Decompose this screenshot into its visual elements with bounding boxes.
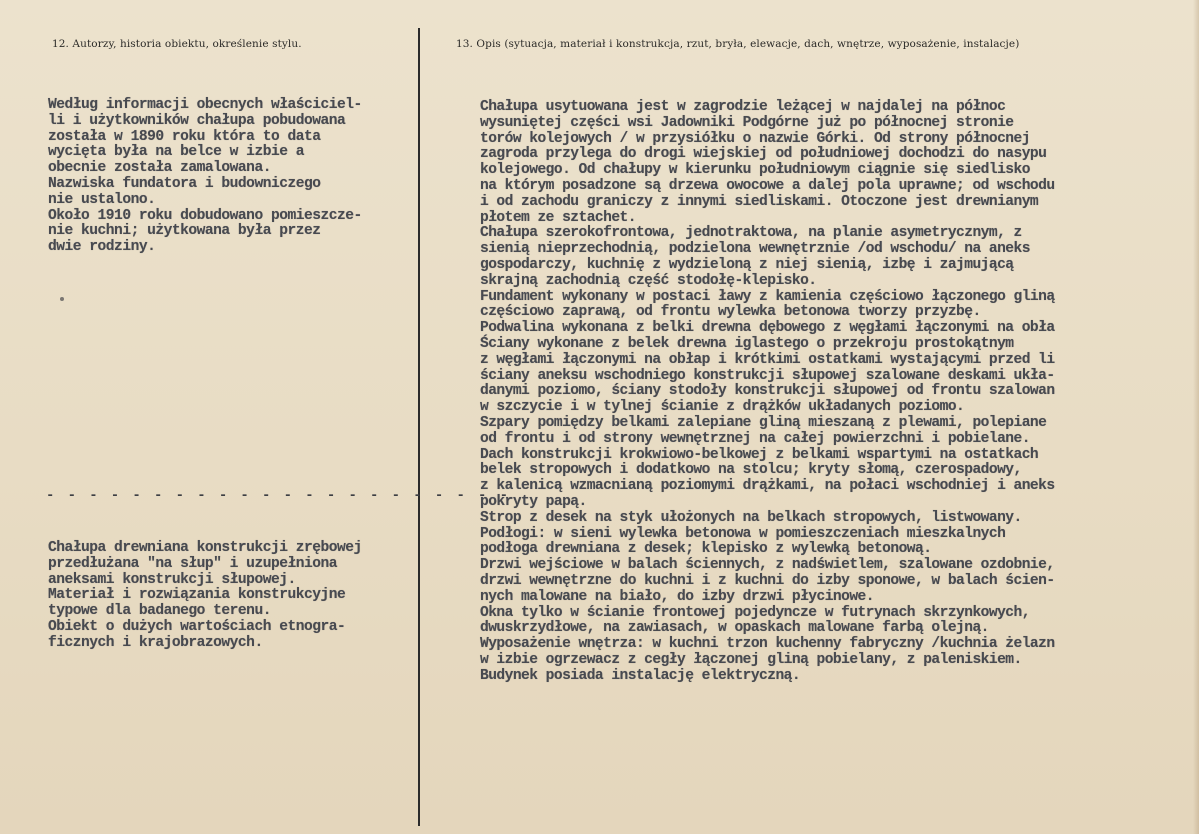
description-line: w izbie ogrzewacz z cegły łączonej gliną pobielany, z paleniskiem. — [480, 651, 1022, 668]
history-line: nie ustalono. — [48, 191, 156, 208]
description-line: Okna tylko w ścianie frontowej pojedyncze w futrynach skrzynkowych, — [480, 604, 1030, 621]
description-line: Podłogi: w sieni wylewka betonowa w pomieszczeniach mieszkalnych — [480, 525, 1006, 542]
description-line: podłoga drewniana z desek; klepisko z wylewką betonową. — [480, 541, 932, 558]
construction-style-text — [48, 541, 362, 652]
history-line: Około 1910 roku dobudowano pomieszcze- — [48, 207, 362, 224]
description-line: i od zachodu graniczy z innymi siedliskami. Otoczone jest drewnianym — [480, 193, 1039, 210]
history-line: nie kuchni; użytkowana była przez — [48, 223, 321, 240]
construction-line: przedłużana "na słup" i uzupełniona — [48, 555, 338, 572]
description-line: z węgłami łączonymi na obłap i krótkimi ostatkami wystającymi przed li — [480, 351, 1055, 368]
description-line: Strop z desek na styk ułożonych na belkach stropowych, listwowany. — [480, 509, 1022, 526]
paper-edge — [1193, 0, 1199, 834]
description-line: od frontu i od strony wewnętrznej na całej powierzchni i pobielane. — [480, 430, 1030, 447]
description-line: Wyposażenie wnętrza: w kuchni trzon kuchenny fabryczny /kuchnia żelazn — [480, 636, 1055, 653]
description-line: drzwi wewnętrzne do kuchni i z kuchni do izby sponowe, w balach ścien- — [480, 572, 1055, 589]
description-line: gospodarczy, kuchnię z wydzieloną z niej sienią, izbę i zajmującą — [480, 256, 1014, 273]
description-line: Fundament wykonany w postaci ławy z kamienia częściowo łączonego gliną — [480, 288, 1055, 305]
description-line: Dach konstrukcji krokwiowo-belkowej z belkami wspartymi na ostatkach — [480, 446, 1039, 463]
column-divider — [418, 28, 420, 826]
description-line: nych malowane na biało, do izby drzwi płycinowe. — [480, 588, 874, 605]
description-line: belek stropowych i dodatkowo na stolcu; kryty słomą, czerospadowy, — [480, 462, 1022, 479]
description-line: Budynek posiada instalację elektryczną. — [480, 667, 801, 684]
section-13-header: 13. Opis (sytuacja, materiał i konstrukcja, rzut, bryła, elewacje, dach, wnętrze, wyposażenie, instalacje) — [456, 38, 1020, 50]
description-line: Drzwi wejściowe w balach ściennych, z nadświetlem, szalowane ozdobnie, — [480, 557, 1055, 574]
description-line: Ściany wykonane z belek drewna iglastego o przekroju prostokątnym — [480, 335, 1014, 352]
description-line: dwuskrzydłowe, na zawiasach, w opaskach malowane farbą olejną. — [480, 620, 989, 637]
description-line: zagroda przylega do drogi wiejskiej od południowej dochodzi do nasypu — [480, 146, 1047, 163]
history-line: dwie rodziny. — [48, 239, 156, 256]
description-line: pokryty papą. — [480, 493, 587, 510]
description-line: danymi poziomo, ściany stodoły konstrukcji słupowej od frontu szalowan — [480, 383, 1055, 400]
dashed-separator: - - - - - - - - - - - - - - - - - - - - - - — [46, 488, 511, 504]
description-line: kolejowego. Od chałupy w kierunku południowym ciągnie się siedlisko — [480, 162, 1030, 179]
history-line: obecnie została zamalowana. — [48, 160, 271, 177]
construction-line: aneksami konstrukcji słupowej. — [48, 571, 296, 588]
description-line: w szczycie i w tylnej ścianie z drążków układanych poziomo. — [480, 399, 965, 416]
construction-line: Chałupa drewniana konstrukcji zrębowej — [48, 540, 362, 556]
history-line: została w 1890 roku która to data — [48, 128, 321, 145]
description-line: Podwalina wykonana z belki drewna dębowego z węgłami łączonymi na obła — [480, 320, 1055, 337]
description-line: z kalenicą wzmacnianą poziomymi drążkami, na połaci wschodniej i aneks — [480, 478, 1055, 495]
description-line: Szpary pomiędzy belkami zalepiane gliną mieszaną z plewami, polepiane — [480, 414, 1047, 431]
construction-line: Materiał i rozwiązania konstrukcyjne — [48, 587, 346, 604]
description-line: częściowo zaprawą, od frontu wylewka betonowa tworzy przyzbę. — [480, 304, 981, 321]
description-line: ściany aneksu wschodniego konstrukcji słupowej szalowane deskami ukła- — [480, 367, 1055, 384]
history-line: Według informacji obecnych właściciel- — [48, 97, 362, 113]
description-line: płotem ze sztachet. — [480, 209, 636, 226]
description-line: sienią nieprzechodnią, podzielona wewnętrznie /od wschodu/ na aneks — [480, 241, 1030, 258]
ink-dot — [60, 297, 64, 301]
construction-line: ficznych i krajobrazowych. — [48, 634, 263, 651]
history-text — [48, 98, 362, 256]
construction-line: typowe dla badanego terenu. — [48, 603, 271, 620]
history-line: li i użytkowników chałupa pobudowana — [48, 112, 346, 129]
description-line: wysuniętej części wsi Jadowniki Podgórne już po północnej stronie — [480, 114, 1014, 131]
description-line: na którym posadzone są drzewa owocowe a dalej pola uprawne; od wschodu — [480, 177, 1055, 194]
description-text — [480, 100, 1055, 684]
description-line: skrajną zachodnią część stodołę-klepisko. — [480, 272, 817, 289]
history-line: wycięta była na belce w izbie a — [48, 144, 304, 161]
section-12-header: 12. Autorzy, historia obiektu, określenie stylu. — [52, 38, 302, 50]
construction-line: Obiekt o dużych wartościach etnogra- — [48, 618, 346, 635]
description-line: torów kolejowych / w przysiółku o nazwie Górki. Od strony północnej — [480, 130, 1030, 147]
description-line: Chałupa usytuowana jest w zagrodzie leżącej w najdalej na północ — [480, 99, 1006, 115]
description-line: Chałupa szerokofrontowa, jednotraktowa, na planie asymetrycznym, z — [480, 225, 1022, 242]
history-line: Nazwiska fundatora i budowniczego — [48, 175, 321, 192]
